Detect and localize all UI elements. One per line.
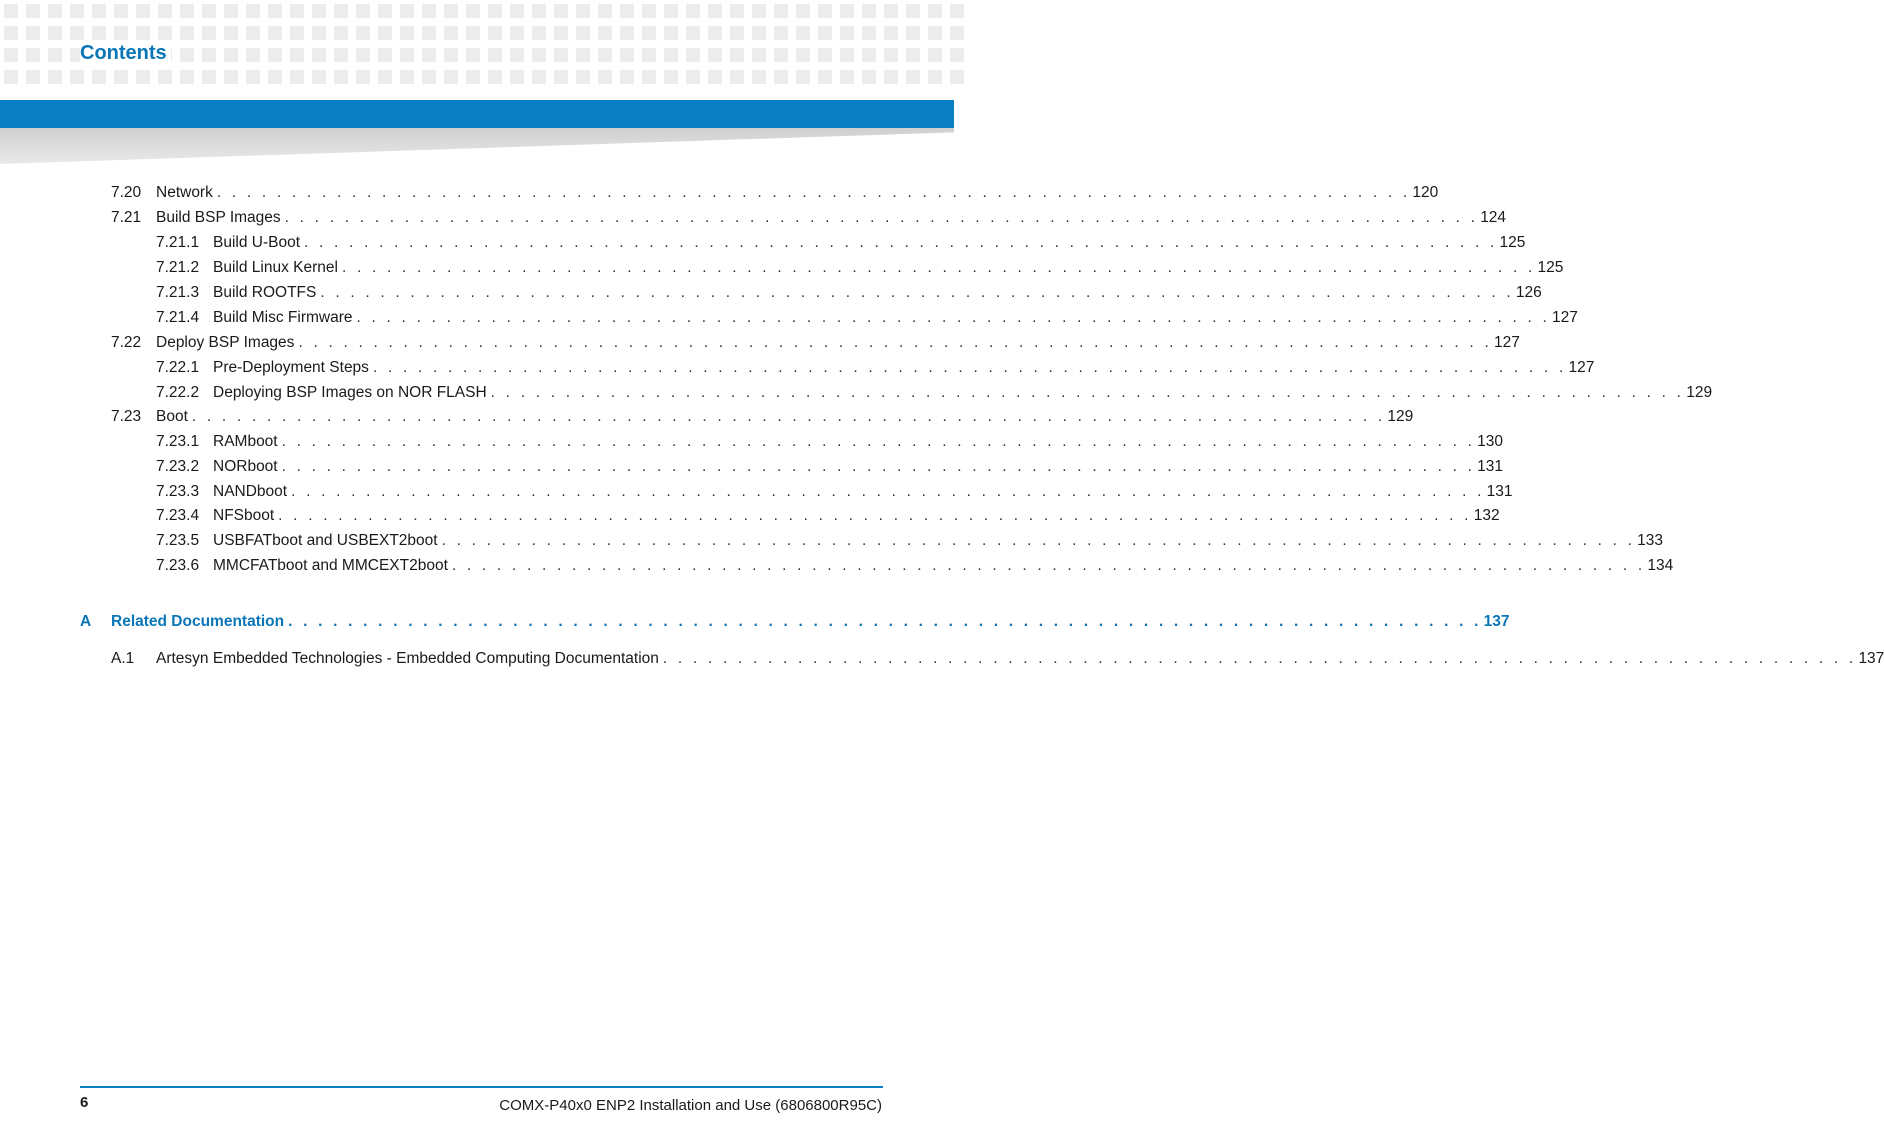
header-pattern-cell	[686, 26, 700, 40]
header-pattern-cell	[598, 70, 612, 84]
header-pattern-cell	[26, 4, 40, 18]
header-pattern-cell	[950, 70, 964, 84]
footer-rule	[80, 1086, 883, 1088]
toc-entry-title: Network	[156, 184, 213, 201]
toc-entry-page: 133	[1637, 532, 1663, 549]
header-pattern-cell	[686, 4, 700, 18]
toc-entry[interactable]	[156, 555, 1674, 577]
header-pattern-cell	[510, 70, 524, 84]
header-pattern-cell	[224, 48, 238, 62]
toc-entry-title: NANDboot	[213, 483, 288, 500]
header-pattern-cell	[4, 70, 18, 84]
toc-entry-number: 7.23.1	[156, 433, 200, 450]
toc-entry[interactable]	[156, 257, 1564, 279]
header-pattern-cell	[642, 26, 656, 40]
header-pattern-cell	[312, 48, 326, 62]
toc-entry-page: 120	[1412, 184, 1439, 201]
header-pattern-cell	[840, 48, 854, 62]
toc-entry[interactable]	[111, 406, 1414, 428]
toc-dot-leader: . . . . . . . . . . . . . . . . . . . . . . . . . . . . . . . . . . . . . . . . . . . . . . . . . . . . . . . . . . . . . . . . . . . . . . . . . . . . . . . .	[341, 259, 1536, 276]
header-pattern-cell	[906, 70, 920, 84]
header-pattern-cell	[268, 26, 282, 40]
toc-dot-leader: . . . . . . . . . . . . . . . . . . . . . . . . . . . . . . . . . . . . . . . . . . . . . . . . . . . . . . . . . . . . . . . . . . . . . . . . . . . . . . . .	[356, 309, 1551, 326]
toc-entry-number: 7.23	[111, 408, 142, 425]
toc-dot-leader: . . . . . . . . . . . . . . . . . . . . . . . . . . . . . . . . . . . . . . . . . . . . . . . . . . . . . . . . . . . . . . . . . . . . . . . . . . . . . . . .	[320, 284, 1514, 301]
header-pattern-cell	[4, 4, 18, 18]
toc-dot-leader: . . . . . . . . . . . . . . . . . . . . . . . . . . . . . . . . . . . . . . . . . . . . . . . . . . . . . . . . . . . . . . . . . . . . . . . . . . . . . . . .	[291, 483, 1485, 500]
header-pattern-cell	[444, 48, 458, 62]
header-pattern-cell	[620, 48, 634, 62]
toc-entry-number: 7.21.4	[156, 309, 200, 326]
header-pattern-cell	[796, 26, 810, 40]
header-pattern-cell	[136, 4, 150, 18]
header-pattern-cell	[356, 70, 370, 84]
header-pattern-cell	[246, 48, 260, 62]
toc-entry[interactable]	[156, 505, 1500, 527]
header-pattern-cell	[202, 4, 216, 18]
toc-entry[interactable]	[156, 530, 1663, 552]
toc-entry-number: 7.22	[111, 334, 142, 351]
toc-entry-number: 7.20	[111, 184, 142, 201]
header-pattern-cell	[620, 26, 634, 40]
header-pattern-cell	[26, 70, 40, 84]
header-pattern-cell	[774, 4, 788, 18]
header-pattern-cell	[378, 4, 392, 18]
header-pattern-cell	[576, 4, 590, 18]
header-pattern-cell	[378, 48, 392, 62]
header-pattern-cell	[444, 26, 458, 40]
header-pattern-cell	[532, 4, 546, 18]
header-pattern-cell	[818, 48, 832, 62]
header-pattern-cell	[752, 26, 766, 40]
header-pattern-cell	[246, 4, 260, 18]
header-pattern-cell	[136, 70, 150, 84]
header-pattern-cell	[202, 70, 216, 84]
header-pattern-cell	[818, 26, 832, 40]
header-pattern-cell	[48, 48, 62, 62]
toc-entry[interactable]	[156, 357, 1595, 379]
header-pattern-cell	[928, 26, 942, 40]
header-pattern-cell	[862, 70, 876, 84]
header-pattern-cell	[818, 4, 832, 18]
header-pattern-cell	[686, 48, 700, 62]
header-pattern-cell	[774, 70, 788, 84]
header-pattern-cell	[950, 4, 964, 18]
toc-appendix-entry[interactable]	[80, 611, 1510, 633]
toc-entry-title: NORboot	[213, 458, 278, 475]
toc-dot-leader: . . . . . . . . . . . . . . . . . . . . . . . . . . . . . . . . . . . . . . . . . . . . . . . . . . . . . . . . . . . . . . . . . . . . . . . . . . . . . . . .	[191, 408, 1386, 425]
toc-entry-number: 7.21.2	[156, 259, 200, 276]
toc-entry-title: Pre-Deployment Steps	[213, 359, 369, 376]
header-pattern-cell	[334, 4, 348, 18]
toc-entry-title: Build ROOTFS	[213, 284, 317, 301]
header-pattern-cell	[400, 48, 414, 62]
header-pattern-cell	[774, 48, 788, 62]
header-pattern-cell	[730, 26, 744, 40]
toc-entry-title: RAMboot	[213, 433, 278, 450]
header-pattern-cell	[576, 70, 590, 84]
toc-entry-number: 7.23.6	[156, 557, 200, 574]
header-pattern-cell	[92, 70, 106, 84]
toc-dot-leader: . . . . . . . . . . . . . . . . . . . . . . . . . . . . . . . . . . . . . . . . . . . . . . . . . . . . . . . . . . . . . . . . . . . . . . . . . . . . . . . .	[662, 650, 1857, 667]
header-pattern-cell	[334, 48, 348, 62]
header-pattern-cell	[840, 26, 854, 40]
header-pattern-cell	[224, 4, 238, 18]
header-pattern-cell	[378, 70, 392, 84]
header-pattern-cell	[48, 70, 62, 84]
header-pattern-cell	[114, 70, 128, 84]
header-pattern-cell	[510, 4, 524, 18]
header-pattern-cell	[158, 26, 172, 40]
toc-entry-number: 7.21	[111, 209, 142, 226]
header-pattern-cell	[664, 70, 678, 84]
footer-page-number: 6	[80, 1094, 89, 1111]
header-pattern-cell	[532, 26, 546, 40]
header-pattern-cell	[466, 70, 480, 84]
header-pattern-cell	[4, 26, 18, 40]
header-pattern-cell	[862, 4, 876, 18]
toc-entry[interactable]	[156, 382, 1713, 404]
toc-entry-title: USBFATboot and USBEXT2boot	[213, 532, 438, 549]
toc-entry-title: Build Misc Firmware	[213, 309, 353, 326]
toc-entry[interactable]	[156, 481, 1513, 503]
header-pattern-cell	[312, 26, 326, 40]
toc-dot-leader: . . . . . . . . . . . . . . . . . . . . . . . . . . . . . . . . . . . . . . . . . . . . . . . . . . . . . . . . . . . . . . . . . . . . . . . . . . . . . . . .	[490, 384, 1685, 401]
toc-appendix-letter: A	[80, 613, 92, 630]
header-pattern-cell	[928, 48, 942, 62]
header-pattern-cell	[906, 4, 920, 18]
toc-entry-title: Build Linux Kernel	[213, 259, 338, 276]
header-pattern-cell	[708, 70, 722, 84]
toc-dot-leader: . . . . . . . . . . . . . . . . . . . . . . . . . . . . . . . . . . . . . . . . . . . . . . . . . . . . . . . . . . . . . . . . . . . . . . . . . . . . . . . .	[281, 458, 1476, 475]
toc-entry-title: MMCFATboot and MMCEXT2boot	[213, 557, 448, 574]
header-pattern-cell	[70, 4, 84, 18]
toc-entry-page: 137	[1858, 650, 1884, 667]
header-pattern-cell	[180, 26, 194, 40]
header-pattern-cell	[202, 26, 216, 40]
header-pattern-cell	[488, 26, 502, 40]
toc-dot-leader: . . . . . . . . . . . . . . . . . . . . . . . . . . . . . . . . . . . . . . . . . . . . . . . . . . . . . . . . . . . . . . . . . . . . . . . . . . . . . . . .	[298, 334, 1492, 351]
toc-entry-page: 131	[1486, 483, 1513, 500]
toc-entry-page: 125	[1499, 234, 1526, 251]
header-pattern-cell	[708, 48, 722, 62]
header-pattern-cell	[70, 26, 84, 40]
header-pattern-cell	[290, 48, 304, 62]
header-pattern-cell	[642, 4, 656, 18]
header-pattern-cell	[928, 70, 942, 84]
toc-dot-leader: . . . . . . . . . . . . . . . . . . . . . . . . . . . . . . . . . . . . . . . . . . . . . . . . . . . . . . . . . . . . . . . . . . . . . . . . . . . . . . . .	[216, 184, 1411, 201]
header-pattern-cell	[268, 70, 282, 84]
toc-appendix-title: Related Documentation	[111, 613, 285, 630]
toc-entry-page: 132	[1473, 507, 1500, 524]
header-pattern-cell	[554, 4, 568, 18]
toc-entry-page: 129	[1686, 384, 1713, 401]
header-pattern-cell	[114, 4, 128, 18]
header-pattern-cell	[48, 4, 62, 18]
header-pattern-cell	[400, 26, 414, 40]
header-pattern-cell	[818, 70, 832, 84]
header-pattern-cell	[906, 48, 920, 62]
toc-entry-title: Boot	[156, 408, 188, 425]
header-pattern-cell	[422, 70, 436, 84]
toc-dot-leader: . . . . . . . . . . . . . . . . . . . . . . . . . . . . . . . . . . . . . . . . . . . . . . . . . . . . . . . . . . . . . . . . . . . . . . . . . . . . . . . .	[288, 613, 1482, 630]
toc-entry-page: 126	[1515, 284, 1542, 301]
toc-entry-title: Build BSP Images	[156, 209, 281, 226]
header-pattern-cell	[356, 26, 370, 40]
header-pattern-cell	[598, 26, 612, 40]
header-pattern-cell	[620, 4, 634, 18]
toc-entry[interactable]	[111, 182, 1439, 204]
header-pattern-cell	[312, 4, 326, 18]
header-pattern-cell	[70, 70, 84, 84]
header-gray-wedge	[0, 128, 954, 164]
header-pattern-cell	[862, 48, 876, 62]
header-pattern-cell	[48, 26, 62, 40]
header-pattern-cell	[708, 4, 722, 18]
header-pattern-cell	[26, 26, 40, 40]
header-pattern-cell	[444, 70, 458, 84]
toc-entry-page: 134	[1647, 557, 1674, 574]
header-pattern-cell	[950, 26, 964, 40]
header-pattern-cell	[356, 4, 370, 18]
header-pattern-cell	[950, 48, 964, 62]
toc-entry-page: 127	[1552, 309, 1578, 326]
header-pattern-cell	[114, 26, 128, 40]
header-pattern-cell	[400, 4, 414, 18]
toc-entry[interactable]	[156, 456, 1504, 478]
header-pattern-cell	[312, 70, 326, 84]
toc-dot-leader: . . . . . . . . . . . . . . . . . . . . . . . . . . . . . . . . . . . . . . . . . . . . . . . . . . . . . . . . . . . . . . . . . . . . . . . . . . . . . . . .	[441, 532, 1636, 549]
header-pattern-cell	[752, 48, 766, 62]
header-pattern-cell	[906, 26, 920, 40]
toc-entry-page: 125	[1537, 259, 1564, 276]
header-pattern-cell	[246, 26, 260, 40]
header-pattern-cell	[356, 48, 370, 62]
header-blue-band	[0, 100, 954, 128]
header-pattern-cell	[642, 48, 656, 62]
header-pattern-cell	[290, 70, 304, 84]
header-pattern-cell	[4, 48, 18, 62]
toc-entry-title: Deploying BSP Images on NOR FLASH	[213, 384, 487, 401]
toc-entry[interactable]	[111, 332, 1520, 354]
header-pattern-cell	[664, 48, 678, 62]
header-pattern-cell	[466, 4, 480, 18]
toc-dot-leader: . . . . . . . . . . . . . . . . . . . . . . . . . . . . . . . . . . . . . . . . . . . . . . . . . . . . . . . . . . . . . . . . . . . . . . . . . . . . . . . .	[278, 507, 1472, 524]
header-pattern-cell	[576, 48, 590, 62]
header-pattern-cell	[752, 4, 766, 18]
header-pattern-cell	[378, 26, 392, 40]
header-pattern-cell	[92, 4, 106, 18]
toc-dot-leader: . . . . . . . . . . . . . . . . . . . . . . . . . . . . . . . . . . . . . . . . . . . . . . . . . . . . . . . . . . . . . . . . . . . . . . . . . . . . . . . .	[281, 433, 1476, 450]
header-pattern-cell	[796, 48, 810, 62]
toc-entry-number: 7.22.2	[156, 384, 200, 401]
header-pattern-cell	[884, 4, 898, 18]
header-pattern-cell	[664, 4, 678, 18]
header-pattern-cell	[730, 70, 744, 84]
header-pattern-cell	[840, 70, 854, 84]
header-pattern-cell	[334, 26, 348, 40]
toc-entry[interactable]	[156, 232, 1526, 254]
header-pattern-cell	[862, 26, 876, 40]
header-pattern-cell	[884, 70, 898, 84]
header-pattern-cell	[444, 4, 458, 18]
header-pattern-cell	[554, 70, 568, 84]
toc-entry[interactable]	[156, 307, 1578, 329]
toc-entry-page: 127	[1568, 359, 1595, 376]
toc-entry-page: 129	[1387, 408, 1414, 425]
header-pattern-cell	[928, 4, 942, 18]
toc-entry-page: 130	[1477, 433, 1504, 450]
header-pattern-cell	[180, 70, 194, 84]
header-pattern-cell	[752, 70, 766, 84]
header-pattern-cell	[422, 48, 436, 62]
toc-dot-leader: . . . . . . . . . . . . . . . . . . . . . . . . . . . . . . . . . . . . . . . . . . . . . . . . . . . . . . . . . . . . . . . . . . . . . . . . . . . . . . . .	[284, 209, 1479, 226]
header-pattern-cell	[642, 70, 656, 84]
toc-entry[interactable]	[156, 431, 1504, 453]
header-pattern-cell	[598, 48, 612, 62]
header-pattern-cell	[554, 48, 568, 62]
footer-document-title: COMX-P40x0 ENP2 Installation and Use (6806800R95C)	[499, 1097, 882, 1114]
toc-entry-number: 7.23.2	[156, 458, 200, 475]
header-pattern-cell	[730, 48, 744, 62]
header-pattern-cell	[796, 4, 810, 18]
toc-entry-title: NFSboot	[213, 507, 275, 524]
header-pattern-cell	[26, 48, 40, 62]
header-pattern-cell	[840, 4, 854, 18]
header-pattern-cell	[224, 26, 238, 40]
header-pattern-cell	[268, 48, 282, 62]
toc-entry-page: 127	[1493, 334, 1520, 351]
header-pattern-cell	[422, 4, 436, 18]
header-pattern-cell	[180, 48, 194, 62]
header-pattern-cell	[488, 70, 502, 84]
header-pattern-cell	[532, 70, 546, 84]
toc-entry-page: 124	[1480, 209, 1507, 226]
toc-dot-leader: . . . . . . . . . . . . . . . . . . . . . . . . . . . . . . . . . . . . . . . . . . . . . . . . . . . . . . . . . . . . . . . . . . . . . . . . . . . . . . . .	[304, 234, 1498, 251]
toc-appendix-page: 137	[1483, 613, 1510, 630]
header-pattern-cell	[158, 70, 172, 84]
toc-entry-title: Deploy BSP Images	[156, 334, 295, 351]
header-pattern-cell	[730, 4, 744, 18]
header-pattern-cell	[466, 48, 480, 62]
toc-entry-number: A.1	[111, 650, 135, 667]
header-pattern-cell	[180, 4, 194, 18]
toc-entry-title: Artesyn Embedded Technologies - Embedded Computing Documentation	[156, 650, 659, 667]
header-pattern-cell	[202, 48, 216, 62]
header-pattern-cell	[884, 48, 898, 62]
header-pattern-cell	[290, 4, 304, 18]
header-pattern-cell	[158, 4, 172, 18]
header-pattern-cell	[774, 26, 788, 40]
toc-entry-number: 7.23.3	[156, 483, 200, 500]
header-pattern-cell	[686, 70, 700, 84]
header-pattern-cell	[620, 70, 634, 84]
header-pattern-cell	[576, 26, 590, 40]
toc-entry-number: 7.23.5	[156, 532, 200, 549]
header-pattern-cell	[532, 48, 546, 62]
header-pattern-cell	[796, 70, 810, 84]
header-pattern-cell	[554, 26, 568, 40]
header-pattern-cell	[400, 70, 414, 84]
header-pattern-cell	[246, 70, 260, 84]
toc-entry-page: 131	[1477, 458, 1504, 475]
header-pattern-cell	[884, 26, 898, 40]
header-pattern-cell	[708, 26, 722, 40]
header-pattern-cell	[488, 48, 502, 62]
header-pattern-cell	[334, 70, 348, 84]
header-pattern-cell	[510, 48, 524, 62]
toc-entry[interactable]	[111, 207, 1507, 229]
header-pattern-cell	[224, 70, 238, 84]
toc-entry[interactable]	[111, 648, 1884, 670]
toc-entry-number: 7.21.1	[156, 234, 200, 251]
toc-dot-leader: . . . . . . . . . . . . . . . . . . . . . . . . . . . . . . . . . . . . . . . . . . . . . . . . . . . . . . . . . . . . . . . . . . . . . . . . . . . . . . . .	[372, 359, 1567, 376]
toc-entry[interactable]	[156, 282, 1542, 304]
toc-dot-leader: . . . . . . . . . . . . . . . . . . . . . . . . . . . . . . . . . . . . . . . . . . . . . . . . . . . . . . . . . . . . . . . . . . . . . . . . . . . . . . . .	[451, 557, 1646, 574]
header-pattern-cell	[664, 26, 678, 40]
toc-entry-number: 7.22.1	[156, 359, 200, 376]
header-pattern-cell	[466, 26, 480, 40]
header-pattern-cell	[422, 26, 436, 40]
header-pattern-cell	[136, 26, 150, 40]
toc-entry-number: 7.23.4	[156, 507, 200, 524]
page-title: Contents	[80, 40, 171, 67]
header-pattern-cell	[268, 4, 282, 18]
toc-entry-title: Build U-Boot	[213, 234, 301, 251]
header-pattern-cell	[92, 26, 106, 40]
header-pattern-cell	[598, 4, 612, 18]
header-pattern-cell	[510, 26, 524, 40]
toc-entry-number: 7.21.3	[156, 284, 200, 301]
header-pattern-cell	[488, 4, 502, 18]
header-pattern-cell	[290, 26, 304, 40]
